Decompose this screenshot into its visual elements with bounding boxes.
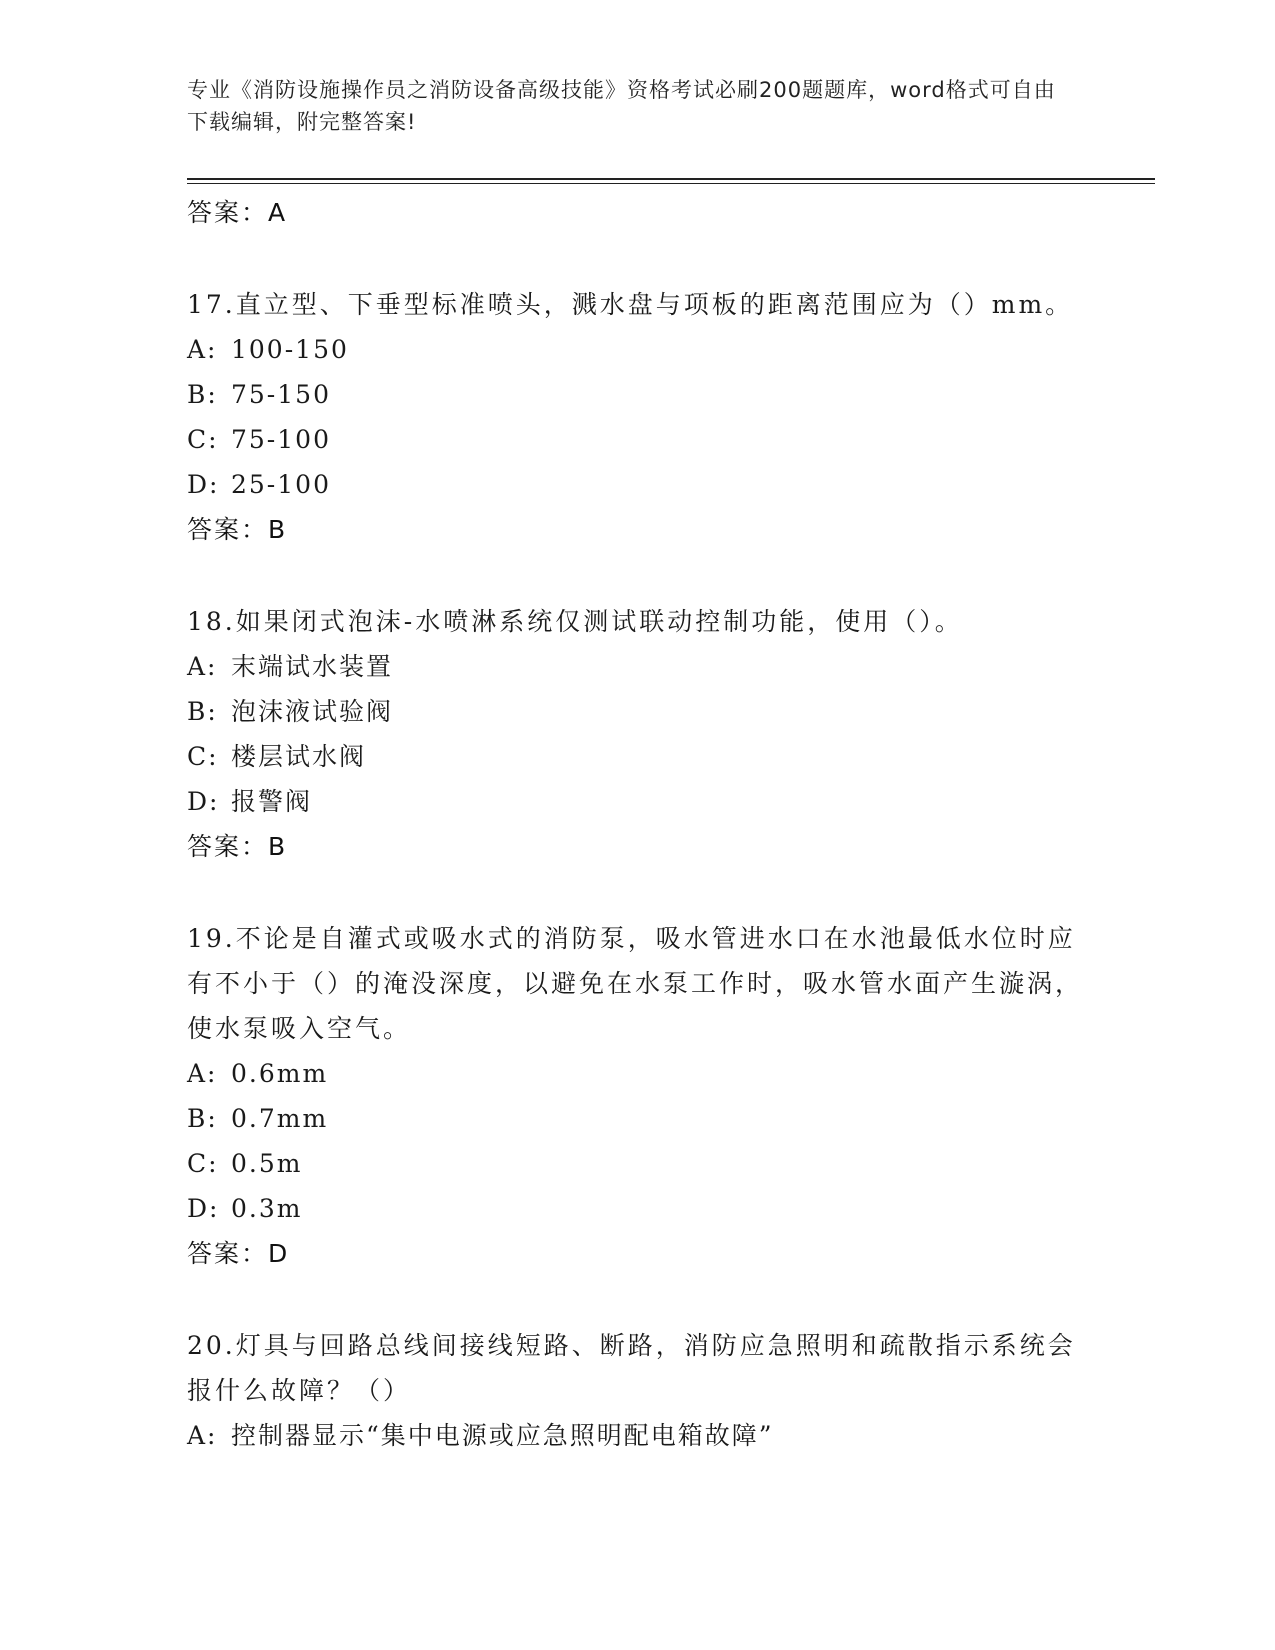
header-divider [187, 178, 1155, 180]
answer-value: B [268, 832, 288, 861]
question-text: 17.直立型、下垂型标准喷头，溅水盘与项板的距离范围应为（）mm。 [187, 290, 1074, 319]
option-text: 75-100 [231, 425, 331, 454]
document-header: 专业《消防设施操作员之消防设备高级技能》资格考试必刷200题题库，word格式可自由下载编辑，附完整答案! [187, 78, 1056, 134]
option-text: 0.5m [231, 1149, 303, 1178]
document-body [187, 190, 1087, 1458]
answer-prefix: 答案： [187, 832, 269, 861]
option-key: B: [187, 697, 218, 726]
option-text: 0.6mm [231, 1059, 329, 1088]
option-key: A: [187, 1059, 218, 1088]
option-b [187, 689, 1087, 734]
option-text: 100-150 [231, 335, 349, 364]
answer-prefix: 答案： [187, 515, 269, 544]
answer-line [187, 1231, 1087, 1276]
option-text: 末端试水装置 [231, 652, 394, 681]
option-key: D: [187, 787, 220, 816]
option-key: D: [187, 1194, 220, 1223]
question-block [187, 1323, 1087, 1458]
option-b [187, 372, 1087, 417]
option-key: B: [187, 380, 218, 409]
option-key: A: [187, 652, 218, 681]
answer-line [187, 507, 1087, 552]
answer-line [187, 824, 1087, 869]
option-key: A: [187, 1421, 218, 1450]
answer-value: B [268, 515, 288, 544]
option-a [187, 1051, 1087, 1096]
option-a [187, 1413, 1087, 1458]
answer-prefix: 答案： [187, 198, 269, 227]
option-text: 75-150 [231, 380, 331, 409]
option-text: 0.3m [231, 1194, 303, 1223]
option-d [187, 779, 1087, 824]
spacer [187, 235, 1087, 282]
option-text: 报警阀 [231, 787, 313, 816]
option-key: C: [187, 1149, 219, 1178]
answer-value: D [268, 1239, 290, 1268]
question-block [187, 599, 1087, 869]
option-key: D: [187, 470, 220, 499]
question-text: 20.灯具与回路总线间接线短路、断路，消防应急照明和疏散指示系统会报什么故障？（） [187, 1331, 1076, 1405]
option-key: C: [187, 425, 219, 454]
question-text: 18.如果闭式泡沫-水喷淋系统仅测试联动控制功能，使用（）。 [187, 607, 963, 636]
option-a [187, 644, 1087, 689]
option-text: 泡沫液试验阀 [231, 697, 394, 726]
question-block [187, 916, 1087, 1276]
answer-line [187, 190, 1087, 235]
option-d [187, 1186, 1087, 1231]
question-text: 19.不论是自灌式或吸水式的消防泵，吸水管进水口在水池最低水位时应有不小于（）的淹没深度，以避免在水泵工作时，吸水管水面产生漩涡，使水泵吸入空气。 [187, 924, 1084, 1043]
header-divider-thin [187, 183, 1155, 184]
option-text: 楼层试水阀 [231, 742, 367, 771]
option-c [187, 734, 1087, 779]
spacer [187, 869, 1087, 916]
spacer [187, 552, 1087, 599]
option-a [187, 327, 1087, 372]
option-c [187, 1141, 1087, 1186]
option-key: C: [187, 742, 219, 771]
question-block [187, 282, 1087, 552]
answer-prefix: 答案： [187, 1239, 269, 1268]
option-c [187, 417, 1087, 462]
answer-value: A [268, 198, 288, 227]
option-text: 25-100 [231, 470, 331, 499]
option-d [187, 462, 1087, 507]
option-text: 0.7mm [231, 1104, 329, 1133]
option-b [187, 1096, 1087, 1141]
spacer [187, 1276, 1087, 1323]
option-text: 控制器显示“集中电源或应急照明配电箱故障” [231, 1421, 774, 1450]
option-key: B: [187, 1104, 218, 1133]
option-key: A: [187, 335, 218, 364]
